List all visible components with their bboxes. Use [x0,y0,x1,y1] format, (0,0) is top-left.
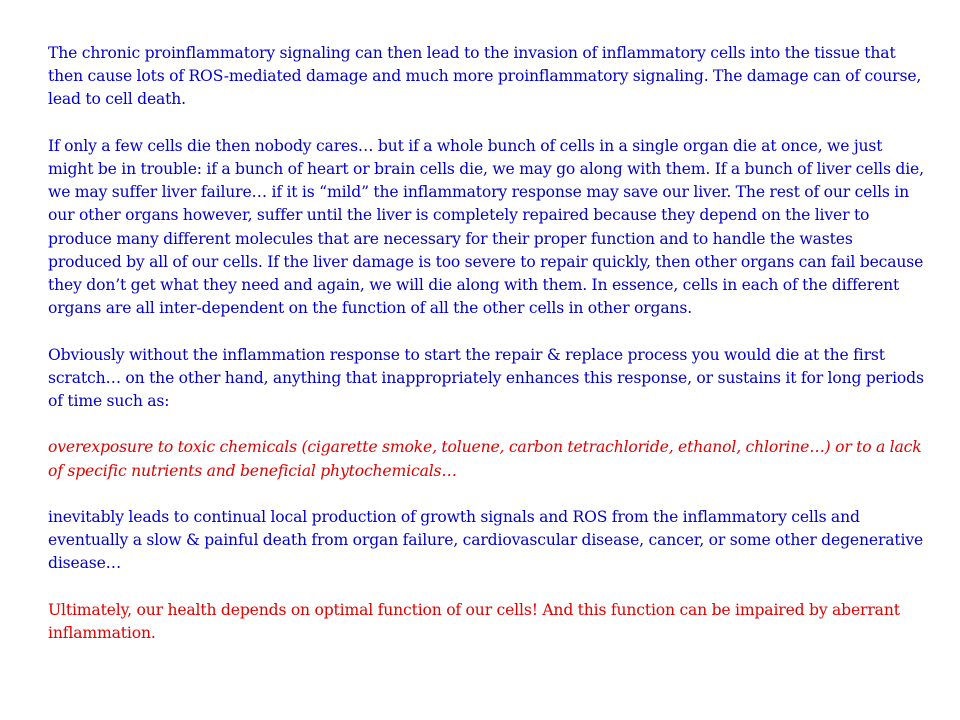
paragraph-inflammatory-signaling: The chronic proinflammatory signaling can then lead to the invasion of inflammatory cells into the tissue that then cause lots of ROS-mediated damage and much more proinflammatory signaling. The damage can of course, lead to cell death. [48,44,922,109]
paragraph-toxic-exposure: overexposure to toxic chemicals (cigarette smoke, toluene, carbon tetrachloride, ethanol, chlorine…) or to a lack of specific nutrients and beneficial phytochemicals… [48,438,922,480]
paragraph-organ-cell-death: If only a few cells die then nobody cares… but if a whole bunch of cells in a single organ die at once, we just might be in trouble: if a bunch of heart or brain cells die, we may go along with them. If a bunch of liver cells die, we may suffer liver failure… if it is “mild” the inflammatory response may save our liver. The rest of our cells in our other organs however, suffer until the liver is completely repaired because they depend on the liver to produce many different molecules that are necessary for their proper function and to handle the wastes produced by all of our cells. If the liver damage is too severe to repair quickly, then other organs can fail because they don’t get what they need and again, we will die along with them. In essence, cells in each of the different organs are all inter-dependent on the function of all the other cells in other organs. [48,136,924,318]
paragraph-inflammation-response: Obviously without the inflammation response to start the repair & replace process you would die at the first scratch… on the other hand, anything that inappropriately enhances this response, or sustains it for long periods of time such as: [48,345,924,411]
slide-body [48,42,928,668]
paragraph-continual-production: inevitably leads to continual local production of growth signals and ROS from the inflammatory cells and eventually a slow & painful death from organ failure, cardiovascular disease, cancer, or some other degenerative disease… [48,508,924,573]
paragraph-conclusion: Ultimately, our health depends on optimal function of our cells! And this function can be impaired by aberrant inflammation. [48,600,900,642]
